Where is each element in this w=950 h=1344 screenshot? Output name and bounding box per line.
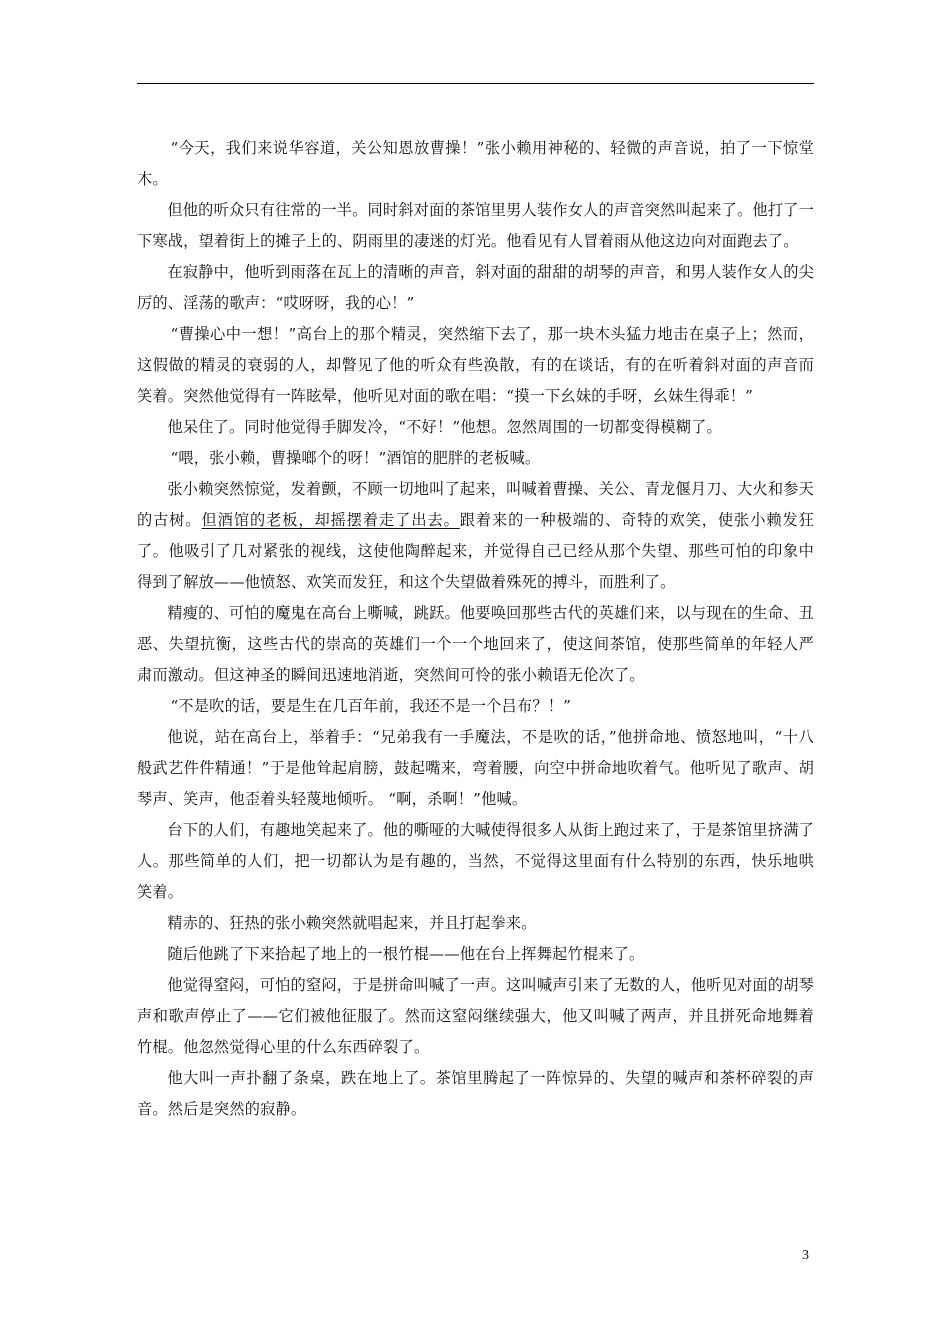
paragraph-7-start: 张小赖突然惊觉，发着颤，不顾一切地叫了起来，叫喊着曹操、关公、青龙偃月刀、大火和参天的古树。	[137, 480, 814, 529]
paragraph-6: “喂，张小赖，曹操啷个的呀！”酒馆的肥胖的老板喊。	[170, 449, 541, 467]
paragraph-1: “今天，我们来说华容道，关公知恩放曹操！”张小赖用神秘的、轻微的声音说，拍了一下惊堂木。	[137, 139, 814, 188]
underlined-sentence: 但酒馆的老板，却摇摆着走了出去。	[201, 511, 460, 529]
paragraph-9: “不是吹的话，要是生在几百年前，我还不是一个吕布？！”	[170, 697, 572, 715]
paragraph-7-end: 跟着来的一种极端的、奇特的欢笑，使张小赖发狂了。他吸引了几对紧张的视线，这使他陶醉起来，并觉得自己已经从那个失望、那些可怕的印象中得到了解放——他愤怒、欢笑而发狂，和这个失望做着殊死的搏斗，而胜利了。	[137, 511, 814, 591]
paragraph-7	[137, 474, 814, 598]
document-body	[137, 133, 814, 1125]
paragraph-13: 随后他跳了下来拾起了地上的一根竹棍——他在台上挥舞起竹棍来了。	[167, 945, 645, 963]
paragraph-5: 他呆住了。同时他觉得手脚发冷，“不好！”他想。忽然周围的一切都变得模糊了。	[167, 418, 722, 436]
paragraph-15: 他大叫一声扑翻了条桌，跌在地上了。茶馆里腾起了一阵惊异的、失望的喊声和茶杯碎裂的声音。然后是突然的寂静。	[137, 1069, 814, 1118]
page-number: 3	[802, 1248, 809, 1263]
paragraph-10: 他说，站在高台上，举着手：“兄弟我有一手魔法，不是吹的话，”他拼命地、愤怒地叫，“十八般武艺件件精通！”于是他耸起肩膀，鼓起嘴来，弯着腰，向空中拼命地吹着气。他听见了歌声、胡琴声、笑声，他歪着头轻蔑地倾听。 “啊，杀啊！”他喊。	[137, 728, 814, 808]
paragraph-3: 在寂静中，他听到雨落在瓦上的清晰的声音，斜对面的甜甜的胡琴的声音，和男人装作女人的尖厉的、淫荡的歌声：“哎呀呀，我的心！”	[137, 263, 814, 312]
paragraph-11: 台下的人们，有趣地笑起来了。他的嘶哑的大喊使得很多人从街上跑过来了，于是茶馆里挤满了人。那些简单的人们，把一切都认为是有趣的，当然，不觉得这里面有什么特别的东西，快乐地哄笑着。	[137, 821, 814, 901]
paragraph-2: 但他的听众只有往常的一半。同时斜对面的茶馆里男人装作女人的声音突然叫起来了。他打了一下寒战，望着街上的摊子上的、阴雨里的凄迷的灯光。他看见有人冒着雨从他这边向对面跑去了。	[137, 201, 814, 250]
paragraph-4: “曹操心中一想！”高台上的那个精灵，突然缩下去了，那一块木头猛力地击在桌子上；然而，这假做的精灵的衰弱的人，却瞥见了他的听众有些涣散，有的在谈话，有的在听着斜对面的声音而笑着。突然他觉得有一阵眩晕，他听见对面的歌在唱：“摸一下幺妹的手呀，幺妹生得乖！”	[137, 325, 814, 405]
paragraph-12: 精赤的、狂热的张小赖突然就唱起来，并且打起拳来。	[167, 914, 537, 932]
paragraph-8: 精瘦的、可怕的魔鬼在高台上嘶喊，跳跃。他要唤回那些古代的英雄们来，以与现在的生命、丑恶、失望抗衡，这些古代的崇高的英雄们一个一个地回来了，使这间茶馆，使那些简单的年轻人严肃而激动。但这神圣的瞬间迅速地消逝，突然间可怜的张小赖语无伦次了。	[137, 604, 814, 684]
paragraph-14: 他觉得窒闷，可怕的窒闷，于是拼命叫喊了一声。这叫喊声引来了无数的人，他听见对面的胡琴声和歌声停止了——它们被他征服了。然而这窒闷继续强大，他又叫喊了两声，并且拼死命地舞着竹棍。他忽然觉得心里的什么东西碎裂了。	[137, 976, 814, 1056]
header-rule	[137, 83, 814, 84]
